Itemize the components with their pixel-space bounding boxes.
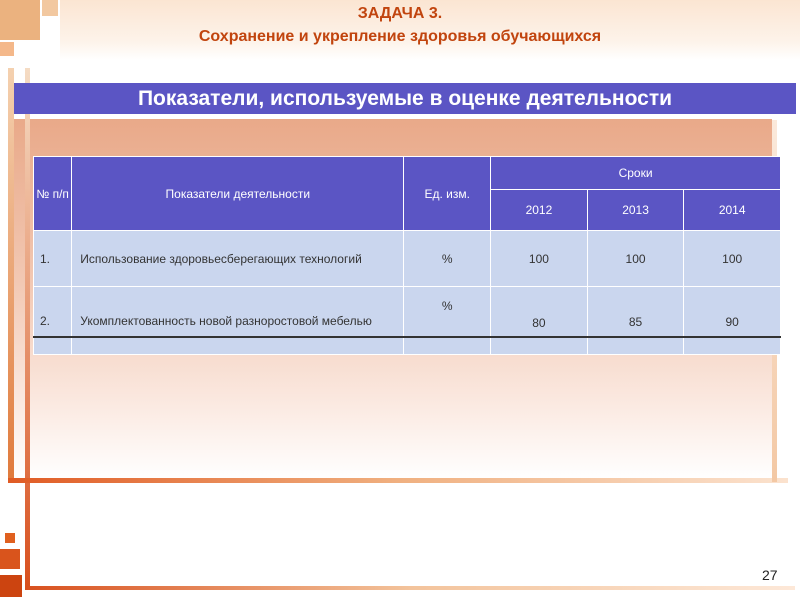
header-year: 2014 — [684, 190, 781, 231]
decor-square — [5, 533, 15, 543]
row-value: 100 — [587, 231, 684, 287]
decor-square — [42, 0, 58, 16]
table-row — [34, 231, 781, 287]
header-name: Показатели деятельности — [72, 157, 404, 231]
page-number: 27 — [762, 567, 778, 583]
header-num: № п/п — [34, 157, 72, 231]
header-row — [34, 157, 781, 190]
decor-square — [0, 0, 40, 40]
task-label: ЗАДАЧА 3. — [357, 5, 443, 22]
row-unit: % — [404, 231, 491, 287]
slide-title — [60, 4, 740, 48]
task-subtitle: Сохранение и укрепление здоровья обучающихся — [198, 28, 602, 45]
decor-square — [0, 575, 22, 597]
indicators-table — [33, 156, 781, 355]
row-num: 1. — [34, 231, 72, 287]
decor-bar — [8, 68, 14, 482]
header-unit: Ед. изм. — [404, 157, 491, 231]
header-year: 2012 — [491, 190, 588, 231]
decor-bar — [25, 68, 30, 588]
table-row — [34, 287, 781, 355]
row-value: 100 — [684, 231, 781, 287]
row-value: 90 — [684, 287, 781, 355]
header-year: 2013 — [587, 190, 684, 231]
row-unit: % — [404, 287, 491, 355]
row-value: 85 — [587, 287, 684, 355]
row-value: 100 — [491, 231, 588, 287]
header-period: Сроки — [491, 157, 781, 190]
decor-square — [0, 42, 14, 56]
section-banner: Показатели, используемые в оценке деятельности — [14, 83, 796, 114]
decor-bar — [25, 586, 795, 590]
row-name: Использование здоровьесберегающих технологий — [72, 231, 404, 287]
decor-square — [0, 549, 20, 569]
table-bottom-border — [33, 336, 781, 338]
row-num: 2. — [34, 287, 72, 355]
row-value: 80 — [491, 287, 588, 355]
decor-bar — [8, 478, 788, 483]
row-name: Укомплектованность новой разноростовой мебелью — [72, 287, 404, 355]
